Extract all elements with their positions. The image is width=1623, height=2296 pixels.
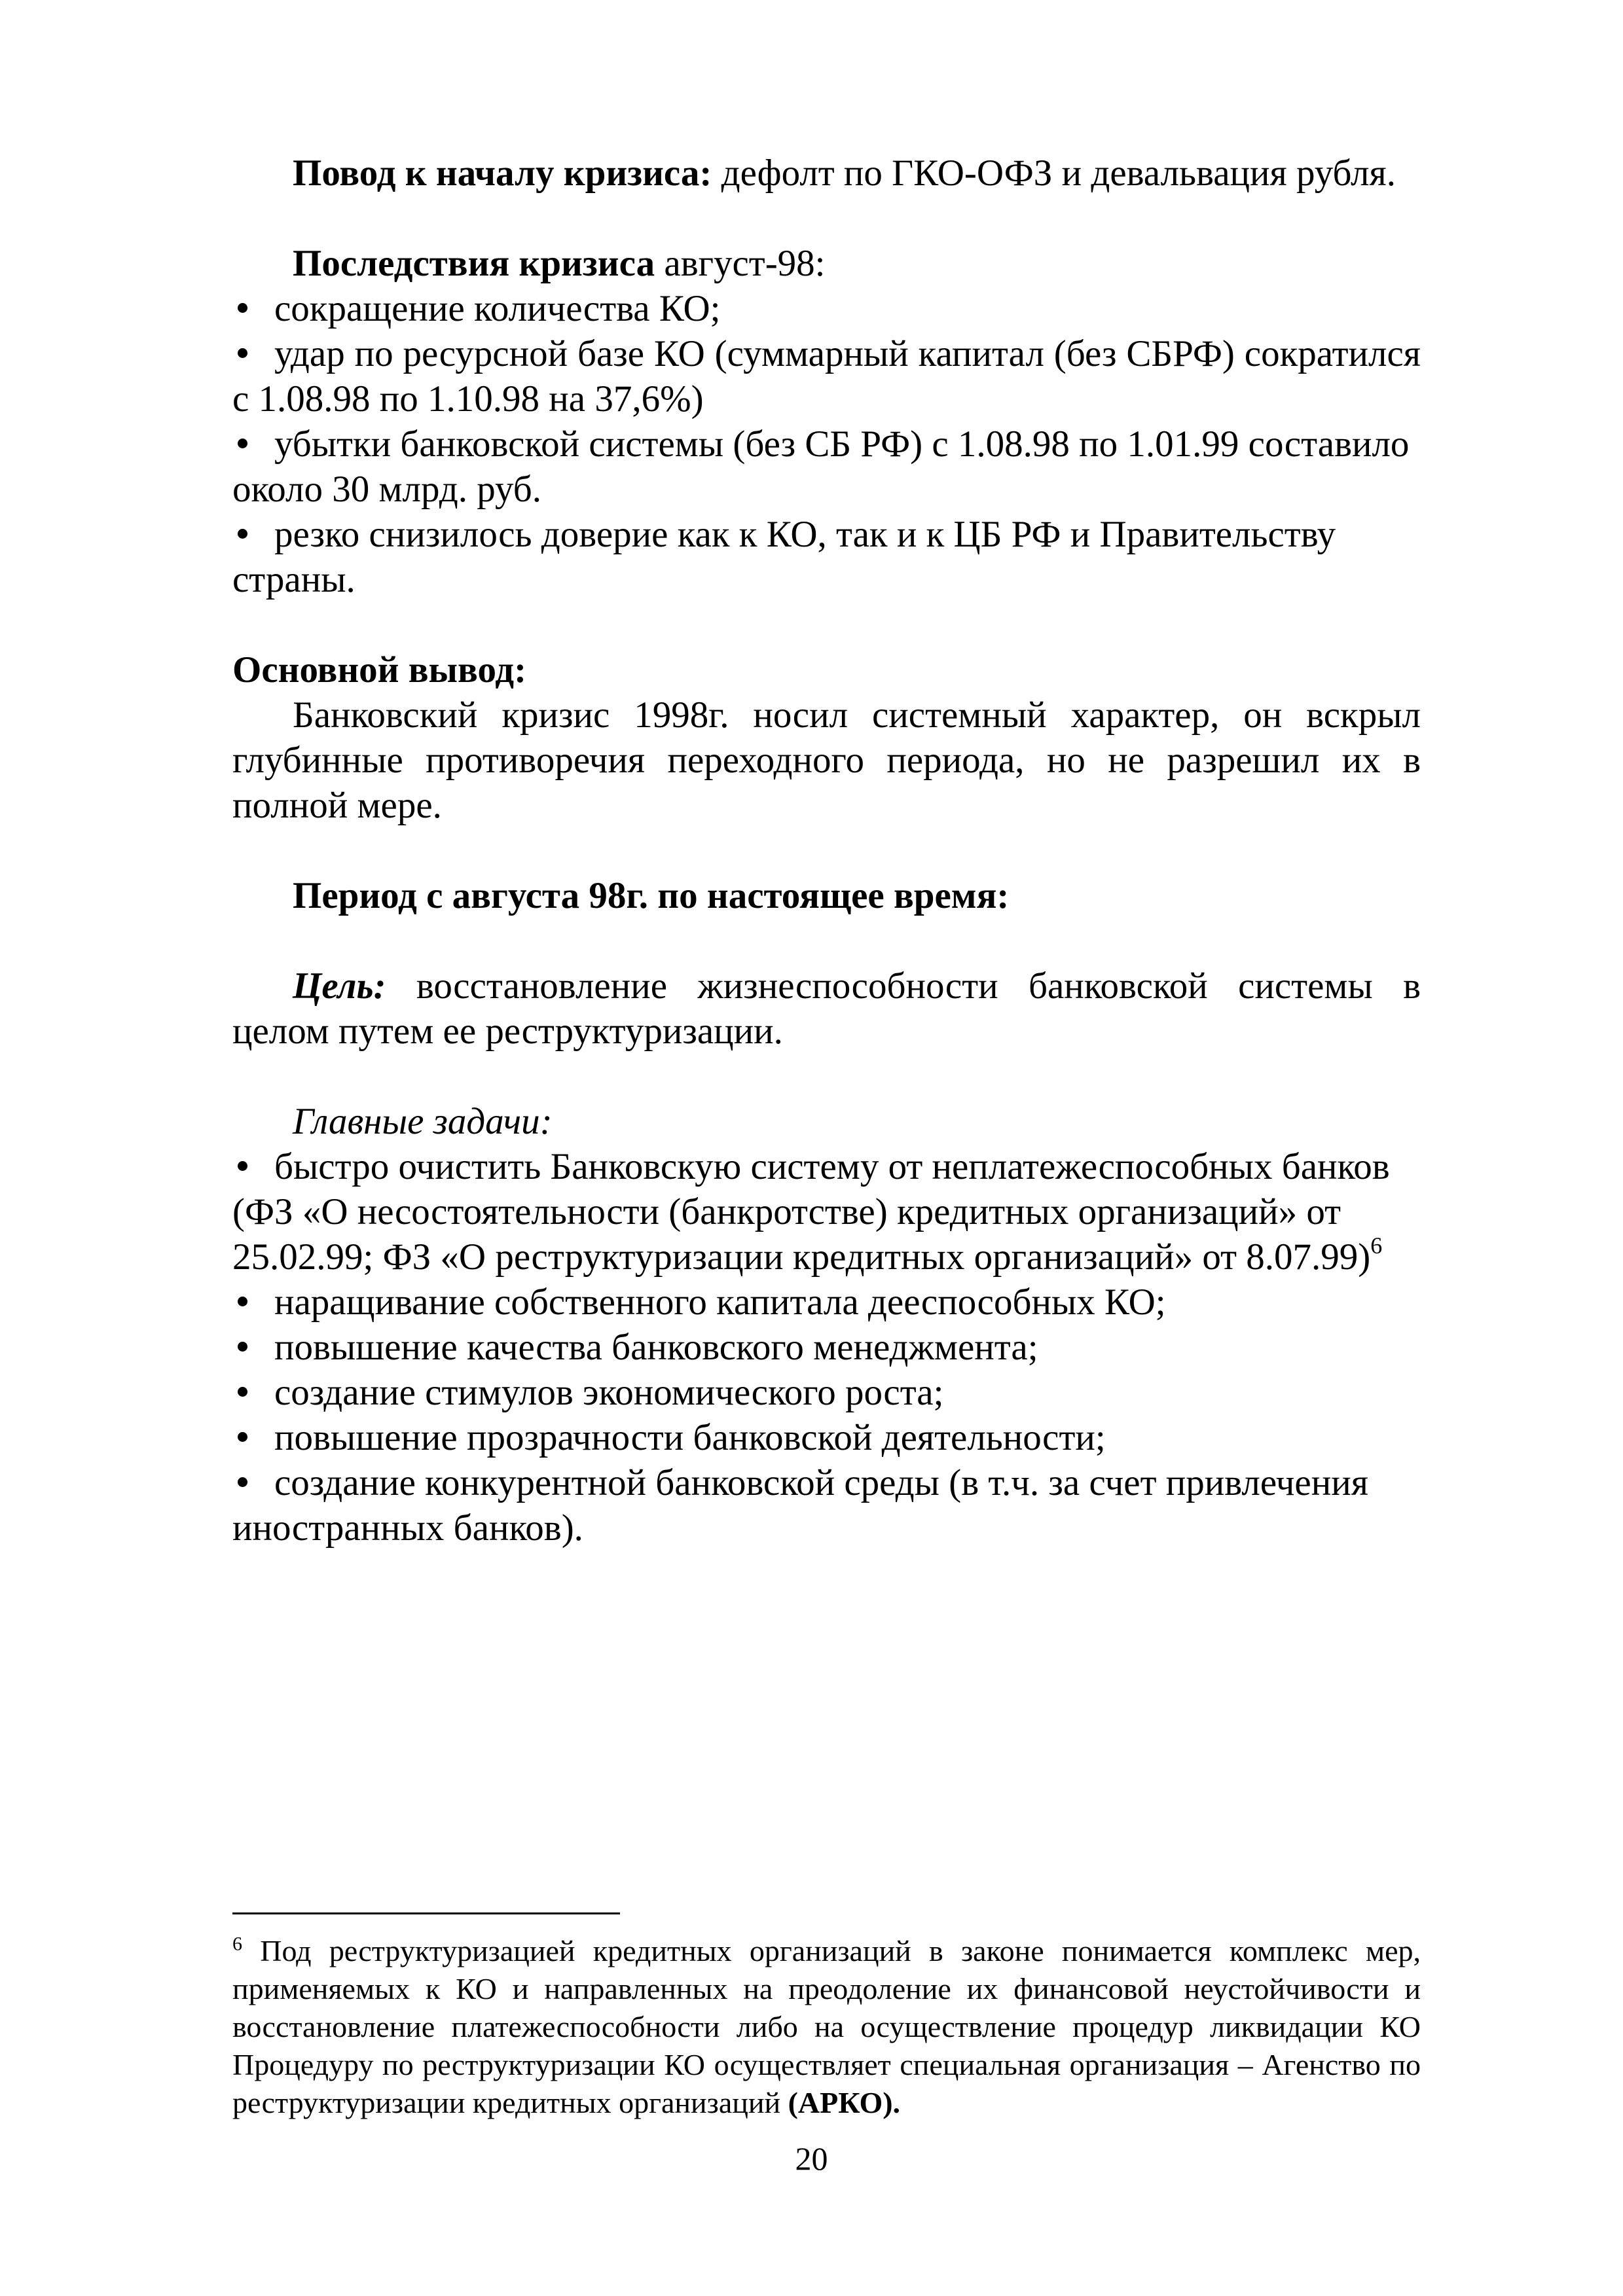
footnote-number: 6 xyxy=(232,1933,242,1955)
list-item-text: повышение прозрачности банковской деятельности; xyxy=(274,1417,1106,1458)
list-item xyxy=(232,1370,1421,1415)
list-item-text: удар по ресурсной базе КО (суммарный капитал (без СБРФ) сократился с 1.08.98 по 1.10.98 на 37,6%) xyxy=(232,333,1421,420)
list-item xyxy=(232,1144,1421,1280)
bullet-icon xyxy=(232,1415,274,1460)
list-item xyxy=(232,286,1421,331)
list-item-text: убытки банковской системы (без СБ РФ) с 1.08.98 по 1.01.99 составило около 30 млрд. руб. xyxy=(232,423,1410,510)
list-item-text: создание конкурентной банковской среды (в т.ч. за счет привлечения иностранных банков). xyxy=(232,1462,1368,1549)
footnote-text: Под реструктуризацией кредитных организаций в законе понимается комплекс мер, применяемых к КО и направленных на преодоление их финансовой неустойчивости и восстановление платежеспособности либо на осуществление процедур ликвидации КО Процедуру по реструктуризации КО осуществляет специальная организация – Агенство по реструктуризации кредитных организаций xyxy=(232,1934,1421,2119)
list-item-text: создание стимулов экономического роста; xyxy=(274,1372,944,1413)
footnote xyxy=(232,1932,1421,2122)
main-conclusion-text: Банковский кризис 1998г. носил системный характер, он вскрыл глубинные противоречия переходного периода, но не разрешил их в полной мере. xyxy=(232,694,1421,826)
goal-text: восстановление жизнеспособности банковской системы в целом путем ее реструктуризации. xyxy=(232,965,1421,1052)
consequences-list xyxy=(232,286,1421,602)
list-item-text: наращивание собственного капитала дееспособных КО; xyxy=(274,1282,1166,1323)
page-number: 20 xyxy=(795,2140,828,2177)
main-tasks-list xyxy=(232,1144,1421,1551)
footnote-reference[interactable]: 6 xyxy=(1370,1232,1383,1259)
main-conclusion-label: Основной вывод: xyxy=(232,649,527,691)
bullet-icon xyxy=(232,1325,274,1370)
list-item-text: сокращение количества КО; xyxy=(274,288,721,329)
list-item xyxy=(232,1460,1421,1551)
goal-label: Цель: xyxy=(293,965,386,1007)
consequences-heading xyxy=(232,241,1421,286)
bullet-icon xyxy=(232,1370,274,1415)
list-item-text: быстро очистить Банковскую систему от неплатежеспособных банков (ФЗ «О несостоятельности (банкротстве) кредитных организаций» от 25.02.99; ФЗ «О реструктуризации кредитных организаций» от 8.07.99) xyxy=(232,1146,1390,1278)
bullet-icon xyxy=(232,1144,274,1189)
list-item-text: резко снизилось доверие как к КО, так и к ЦБ РФ и Правительству страны. xyxy=(232,514,1336,600)
bullet-icon xyxy=(232,512,274,557)
crisis-cause-label: Повод к началу кризиса: xyxy=(293,152,712,194)
bullet-icon xyxy=(232,422,274,467)
bullet-icon xyxy=(232,1460,274,1505)
list-item xyxy=(232,1415,1421,1460)
crisis-cause-text: дефолт по ГКО-ОФЗ и девальвация рубля. xyxy=(712,152,1396,194)
main-tasks-heading: Главные задачи: xyxy=(293,1101,553,1142)
list-item xyxy=(232,512,1421,602)
bullet-icon xyxy=(232,286,274,331)
main-conclusion-heading xyxy=(232,647,1421,692)
bullet-icon xyxy=(232,1280,274,1325)
goal-paragraph xyxy=(232,963,1421,1054)
document-body xyxy=(232,151,1421,1551)
consequences-date: август-98: xyxy=(655,243,826,284)
list-item xyxy=(232,1280,1421,1325)
crisis-cause-paragraph xyxy=(232,151,1421,196)
list-item xyxy=(232,422,1421,512)
list-item-text: повышение качества банковского менеджмента; xyxy=(274,1327,1038,1368)
consequences-label: Последствия кризиса xyxy=(293,243,655,284)
footnote-divider xyxy=(232,1912,620,1914)
list-item xyxy=(232,331,1421,422)
footnote-text-bold: (АРКО). xyxy=(788,2086,901,2119)
period-heading xyxy=(232,873,1421,918)
list-item xyxy=(232,1325,1421,1370)
bullet-icon xyxy=(232,331,274,376)
period-label: Период с августа 98г. по настоящее время: xyxy=(293,875,1010,916)
